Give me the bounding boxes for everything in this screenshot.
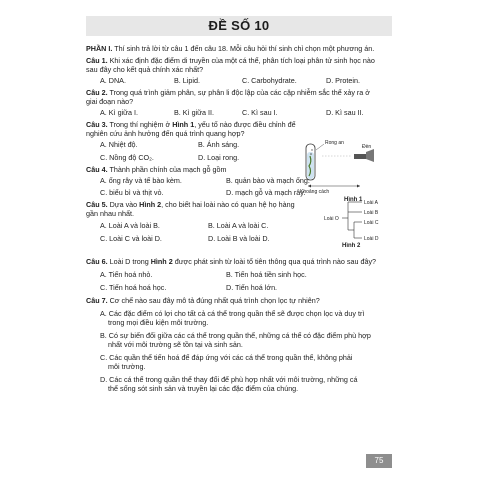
question-3-option-b: B. Ánh sáng. <box>198 140 240 149</box>
figure-2-tree <box>322 196 392 248</box>
question-7-label: Câu 7. <box>86 296 108 305</box>
question-1-option-c: C. Carbohydrate. <box>242 76 297 85</box>
question-3-option-d: D. Loại rong. <box>198 153 240 162</box>
question-4-text: Thành phần chính của mạch gỗ gồm <box>107 165 227 174</box>
question-5-line-1 <box>86 200 295 209</box>
figure-1-ref: Hình 1 <box>172 120 195 129</box>
question-7-option-a-line-2: trong mọi điều kiện môi trường. <box>108 318 209 327</box>
tree-branches <box>342 202 362 238</box>
figure-2-ref-2: Hình 2 <box>150 257 173 266</box>
question-3-option-c: C. Nồng độ CO₂. <box>100 153 154 162</box>
bubble-icon <box>311 149 312 150</box>
question-2-option-a: A. Kì giữa I. <box>100 108 138 117</box>
lamp-shade-icon <box>366 149 374 162</box>
question-5-text-post: , cho biết hai loài nào có quan hệ họ hàng <box>161 200 295 209</box>
figure-1-caption: Hình 1 <box>344 197 363 202</box>
label-leader-line <box>316 144 324 150</box>
tree-leaf-d: Loài D <box>364 236 379 242</box>
figure-1-label-den: Đèn <box>362 144 372 150</box>
question-4-line-1 <box>86 165 227 174</box>
question-1-option-a: A. DNA. <box>100 76 126 85</box>
figure-1-label-rong: Rong an <box>325 140 344 146</box>
question-3-text-pre: Trong thí nghiệm ở <box>107 120 173 129</box>
question-2-option-d: D. Kì sau II. <box>326 108 364 117</box>
question-4-option-a: A. ống rây và tế bào kèm. <box>100 176 182 185</box>
question-4-label: Câu 4. <box>86 165 108 174</box>
question-6-label: Câu 6. <box>86 257 108 266</box>
question-2-line-1 <box>86 88 370 97</box>
part-instruction <box>86 44 374 53</box>
question-6-text-pre: Loài D trong <box>107 257 151 266</box>
lamp-icon <box>354 154 366 159</box>
question-5-option-d: D. Loài B và loài D. <box>208 234 270 243</box>
question-1-label: Câu 1. <box>86 56 108 65</box>
question-4-option-c: C. biểu bì và thịt vỏ. <box>100 188 164 197</box>
question-6-option-d: D. Tiến hoá lớn. <box>226 283 278 292</box>
question-7-option-b-line-1: B. Có sự biến đổi giữa các cá thể trong quần thể, những cá thể có đặc điểm phù hợp <box>100 331 371 340</box>
question-1-option-d: D. Protein. <box>326 76 360 85</box>
tree-leaf-c: Loài C <box>364 220 379 226</box>
question-2-option-c: C. Kì sau I. <box>242 108 278 117</box>
question-6-option-a: A. Tiến hoá nhỏ. <box>100 270 153 279</box>
question-5-label: Câu 5. <box>86 200 108 209</box>
question-6-text-post: được phát sinh từ loài tổ tiên thông qua quá trình nào sau đây? <box>172 257 377 266</box>
question-7-option-d-line-1: D. Các cá thể trong quần thể thay đổi để phù hợp nhất với môi trường, những cá <box>100 375 358 384</box>
figure-1-label-distance: Khoảng cách <box>300 189 330 195</box>
part-text: Thí sinh trả lời từ câu 1 đến câu 18. Mỗi câu hỏi thí sinh chỉ chọn một phương án. <box>112 44 375 53</box>
question-5-option-a: A. Loài A và loài B. <box>100 221 160 230</box>
question-1-line-1 <box>86 56 375 65</box>
question-5-option-b: B. Loài A và loài C. <box>208 221 269 230</box>
question-3-text-post: , yếu tố nào được điều chỉnh để <box>194 120 296 129</box>
question-7-option-d-line-2: thể sống sót sinh sản và truyền lại các đặc điểm của chúng. <box>108 384 299 393</box>
question-7-text: Cơ chế nào sau đây mô tả đúng nhất quá trình chọn lọc tự nhiên? <box>107 296 320 305</box>
question-7-option-b-line-2: nhất với môi trường sẽ tồn tại và sinh sản. <box>108 340 243 349</box>
question-5-option-c: C. Loài C và loài D. <box>100 234 162 243</box>
document-page <box>86 16 392 474</box>
question-6-line-1 <box>86 257 376 266</box>
question-6-option-b: B. Tiến hoá tiền sinh học. <box>226 270 307 279</box>
question-4-option-b: B. quản bào và mạch ống. <box>226 176 310 185</box>
question-7-option-c-line-1: C. Các quần thể tiến hoá để đáp ứng với các cá thể trong quần thể, không phải <box>100 353 353 362</box>
page-number: 75 <box>366 454 392 468</box>
bubble-icon <box>310 153 312 155</box>
question-1-text: Khi xác định đặc điểm di truyền của một cá thể, phân tích loại phân tử sinh học nào <box>107 56 375 65</box>
question-5-text-pre: Dựa vào <box>107 200 140 209</box>
tree-leaf-a: Loài A <box>364 200 378 206</box>
figure-1-experiment <box>292 138 392 202</box>
question-1-option-b: B. Lipid. <box>174 76 200 85</box>
figure-2-caption: Hình 2 <box>342 243 361 248</box>
question-7-line-1 <box>86 296 320 305</box>
question-2-label: Câu 2. <box>86 88 108 97</box>
question-3-line-2: nghiên cứu ảnh hưởng đến quá trình quang hợp? <box>86 129 245 138</box>
question-3-option-a: A. Nhiệt độ. <box>100 140 138 149</box>
question-7-option-c-line-2: môi trường. <box>108 362 146 371</box>
question-5-line-2: gần nhau nhất. <box>86 209 134 218</box>
part-label: PHẦN I. <box>86 44 113 53</box>
question-3-label: Câu 3. <box>86 120 108 129</box>
question-6-option-c: C. Tiến hoá hoá học. <box>100 283 167 292</box>
tree-root-label: Loài O <box>324 216 339 222</box>
question-3-line-1 <box>86 120 296 129</box>
question-2-line-2: giai đoạn nào? <box>86 97 134 106</box>
tree-leaf-b: Loài B <box>364 210 379 216</box>
question-4-option-d: D. mạch gỗ và mạch rây. <box>226 188 306 197</box>
question-2-text: Trong quá trình giảm phân, sự phân li độc lập của các cặp nhiễm sắc thể xảy ra ở <box>107 88 371 97</box>
question-2-option-b: B. Kì giữa II. <box>174 108 214 117</box>
figure-2-ref: Hình 2 <box>139 200 162 209</box>
exam-title: ĐỀ SỐ 10 <box>86 16 392 36</box>
question-7-option-a-line-1: A. Các đặc điểm có lợi cho tất cả cá thể trong quần thể sẽ được chọn lọc và duy trì <box>100 309 365 318</box>
question-1-line-2: sau đây cho kết quả chính xác nhất? <box>86 65 204 74</box>
